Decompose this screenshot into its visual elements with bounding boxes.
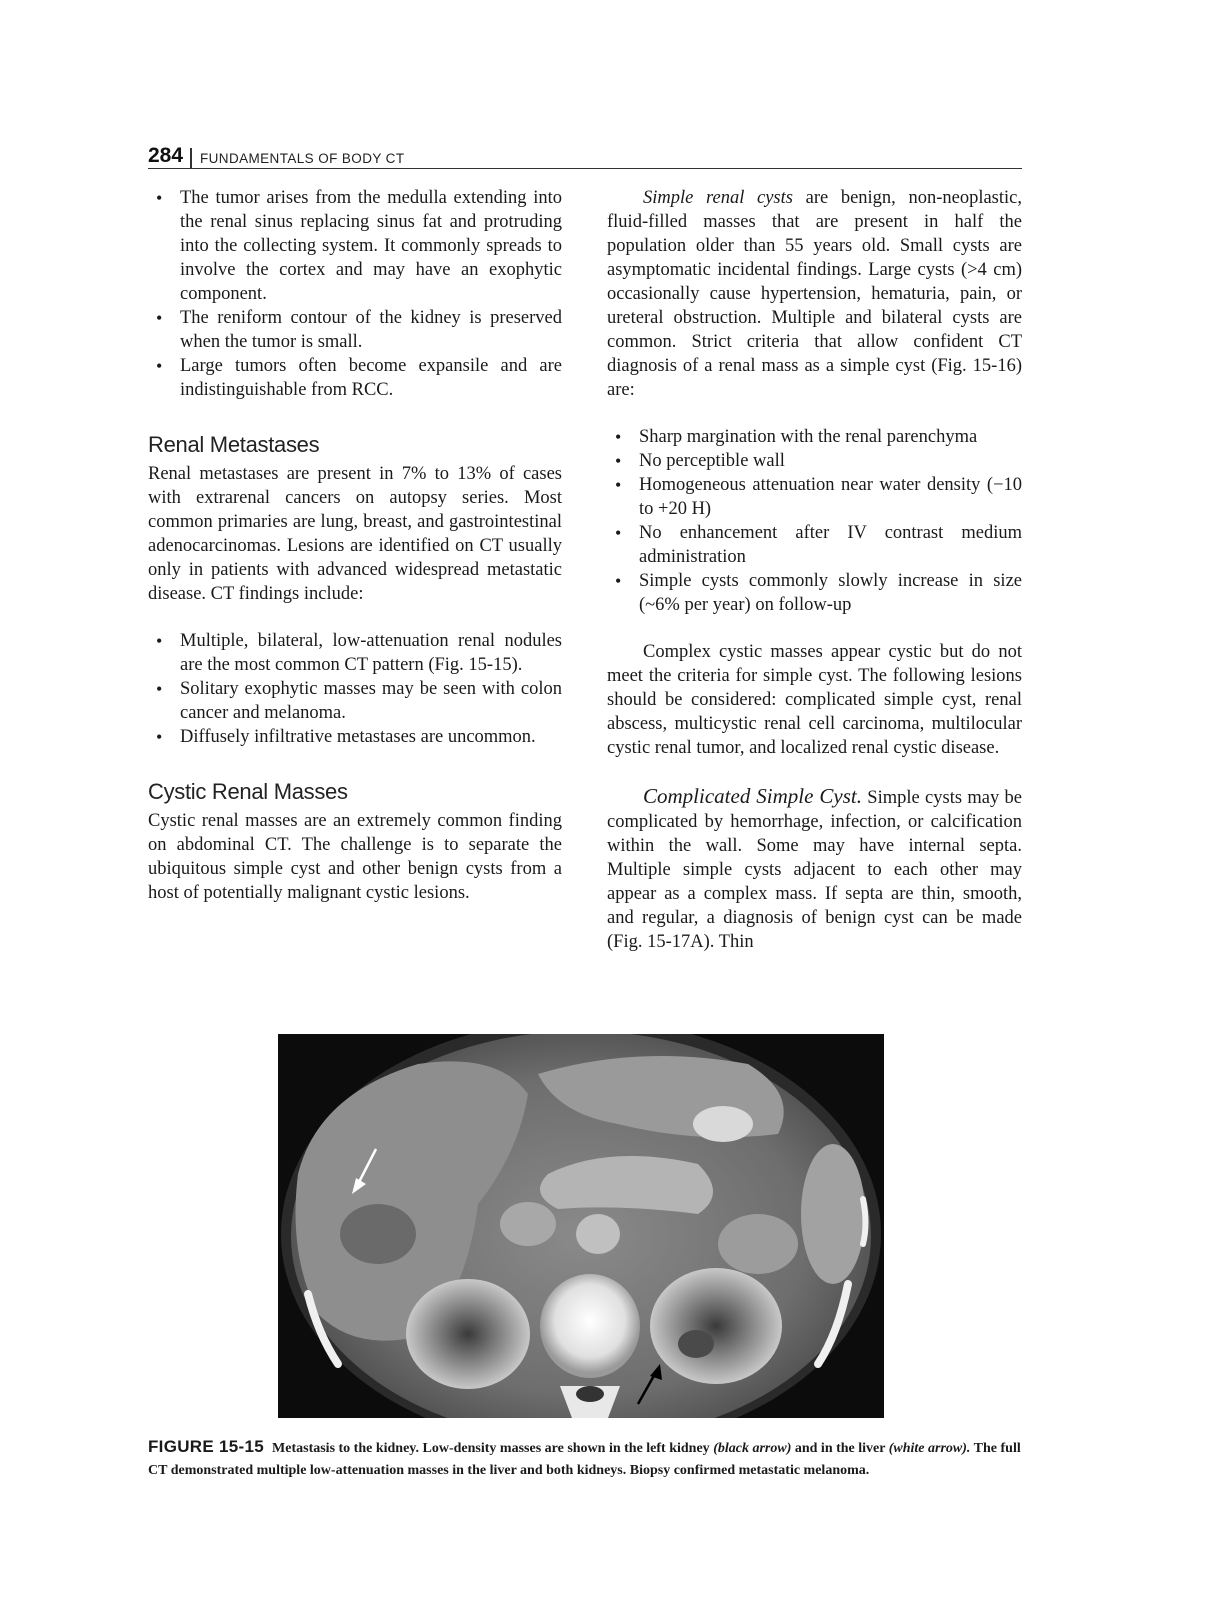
header-divider <box>190 148 192 168</box>
ct-spinal-canal <box>576 1386 604 1402</box>
figure-caption <box>148 1436 1022 1482</box>
ct-scan-image <box>278 1034 884 1418</box>
page-number: 284 <box>148 144 184 167</box>
complicated-cyst-paragraph <box>607 784 1022 954</box>
list-item: • Simple cysts commonly slowly increase in size (~6% per year) on follow-up <box>607 569 1022 617</box>
caption-text: and in the liver <box>791 1441 889 1456</box>
ct-rib <box>863 1199 866 1244</box>
caption-text: Metastasis to the kidney. Low-density masses are shown in the left kidney <box>272 1441 714 1456</box>
metastases-bullet-list <box>148 629 562 749</box>
running-head: FUNDAMENTALS OF BODY CT <box>200 151 405 166</box>
ct-left-kidney <box>650 1268 782 1384</box>
list-item: • Diffusely infiltrative metastases are uncommon. <box>148 725 562 749</box>
simple-cysts-paragraph <box>607 186 1022 402</box>
simple-cysts-lead: Simple renal cysts <box>643 188 793 208</box>
ct-vertebral-body <box>540 1274 640 1378</box>
ct-right-kidney <box>406 1279 530 1389</box>
left-column <box>148 186 562 905</box>
metastases-paragraph: Renal metastases are present in 7% to 13% of cases with extrarenal cancers on autopsy series. Most common primaries are lung, breast, and gastrointestinal adenocarcinomas. Lesions are identified on CT usually only in patients with advanced widespread metastatic disease. CT findings include: <box>148 464 562 604</box>
ct-bowel-loop <box>500 1202 556 1246</box>
section-heading-renal-metastases: Renal Metastases <box>148 432 320 457</box>
ct-bowel-contrast <box>693 1106 753 1142</box>
caption-text: The full CT demonstrated multiple low-attenuation masses in the liver and both kidneys. Biopsy confirmed metastatic melanoma. <box>148 1441 1021 1478</box>
caption-emphasis: (white arrow). <box>888 1441 971 1456</box>
list-item: • The reniform contour of the kidney is preserved when the tumor is small. <box>148 306 562 354</box>
list-item: • Large tumors often become expansile and are indistinguishable from RCC. <box>148 354 562 402</box>
ct-scan-illustration <box>278 1034 884 1418</box>
ct-kidney-lesion <box>678 1330 714 1358</box>
ct-spleen <box>801 1144 865 1284</box>
list-item: • Multiple, bilateral, low-attenuation renal nodules are the most common CT pattern (Fig. 15-15). <box>148 629 562 677</box>
simple-cysts-text: are benign, non-neoplastic, fluid-filled masses that are present in half the population older than 55 years old. Small cysts are asymptomatic incidental findings. Large cysts (>4 cm) occasionally cause hypertension, hematuria, pain, or ureteral obstruction. Multiple and bilateral cysts are common. Strict criteria that allow confident CT diagnosis of a renal mass as a simple cyst (Fig. 15-16) are: <box>607 188 1022 400</box>
right-column <box>607 186 1022 954</box>
caption-emphasis: (black arrow) <box>713 1441 792 1456</box>
figure-label: FIGURE 15-15 <box>148 1437 265 1456</box>
section-heading-cystic-renal-masses: Cystic Renal Masses <box>148 779 348 804</box>
list-item: • No enhancement after IV contrast medium administration <box>607 521 1022 569</box>
list-item: • No perceptible wall <box>607 449 1022 473</box>
list-item: • Homogeneous attenuation near water density (−10 to +20 H) <box>607 473 1022 521</box>
list-item: • Solitary exophytic masses may be seen with colon cancer and melanoma. <box>148 677 562 725</box>
ct-aorta <box>576 1214 620 1254</box>
list-item: • The tumor arises from the medulla extending into the renal sinus replacing sinus fat and protruding into the collecting system. It commonly spreads to involve the cortex and may have an exophytic component. <box>148 186 562 306</box>
complicated-cyst-text: Simple cysts may be complicated by hemorrhage, infection, or calcification within the wall. Some may have internal septa. Multiple simple cysts adjacent to each other may appear as a complex mass. If septa are thin, smooth, and regular, a diagnosis of benign cyst can be made (Fig. 15-17A). Thin <box>607 788 1023 952</box>
list-item: • Sharp margination with the renal parenchyma <box>607 425 1022 449</box>
ct-liver-lesion <box>340 1204 416 1264</box>
intro-bullet-list <box>148 186 562 402</box>
ct-bowel-loop <box>718 1214 798 1274</box>
complicated-cyst-lead: Complicated Simple Cyst. <box>643 784 862 808</box>
cystic-paragraph: Cystic renal masses are an extremely common finding on abdominal CT. The challenge is to separate the ubiquitous simple cyst and other benign cysts from a host of potentially malignant cystic lesions. <box>148 811 562 903</box>
page-header <box>148 144 1022 169</box>
criteria-bullet-list <box>607 425 1022 617</box>
complex-cystic-paragraph: Complex cystic masses appear cystic but do not meet the criteria for simple cyst. The following lesions should be considered: complicated simple cyst, renal abscess, multicystic renal cell carcinoma, multilocular cystic renal tumor, and localized renal cystic disease. <box>607 642 1022 758</box>
